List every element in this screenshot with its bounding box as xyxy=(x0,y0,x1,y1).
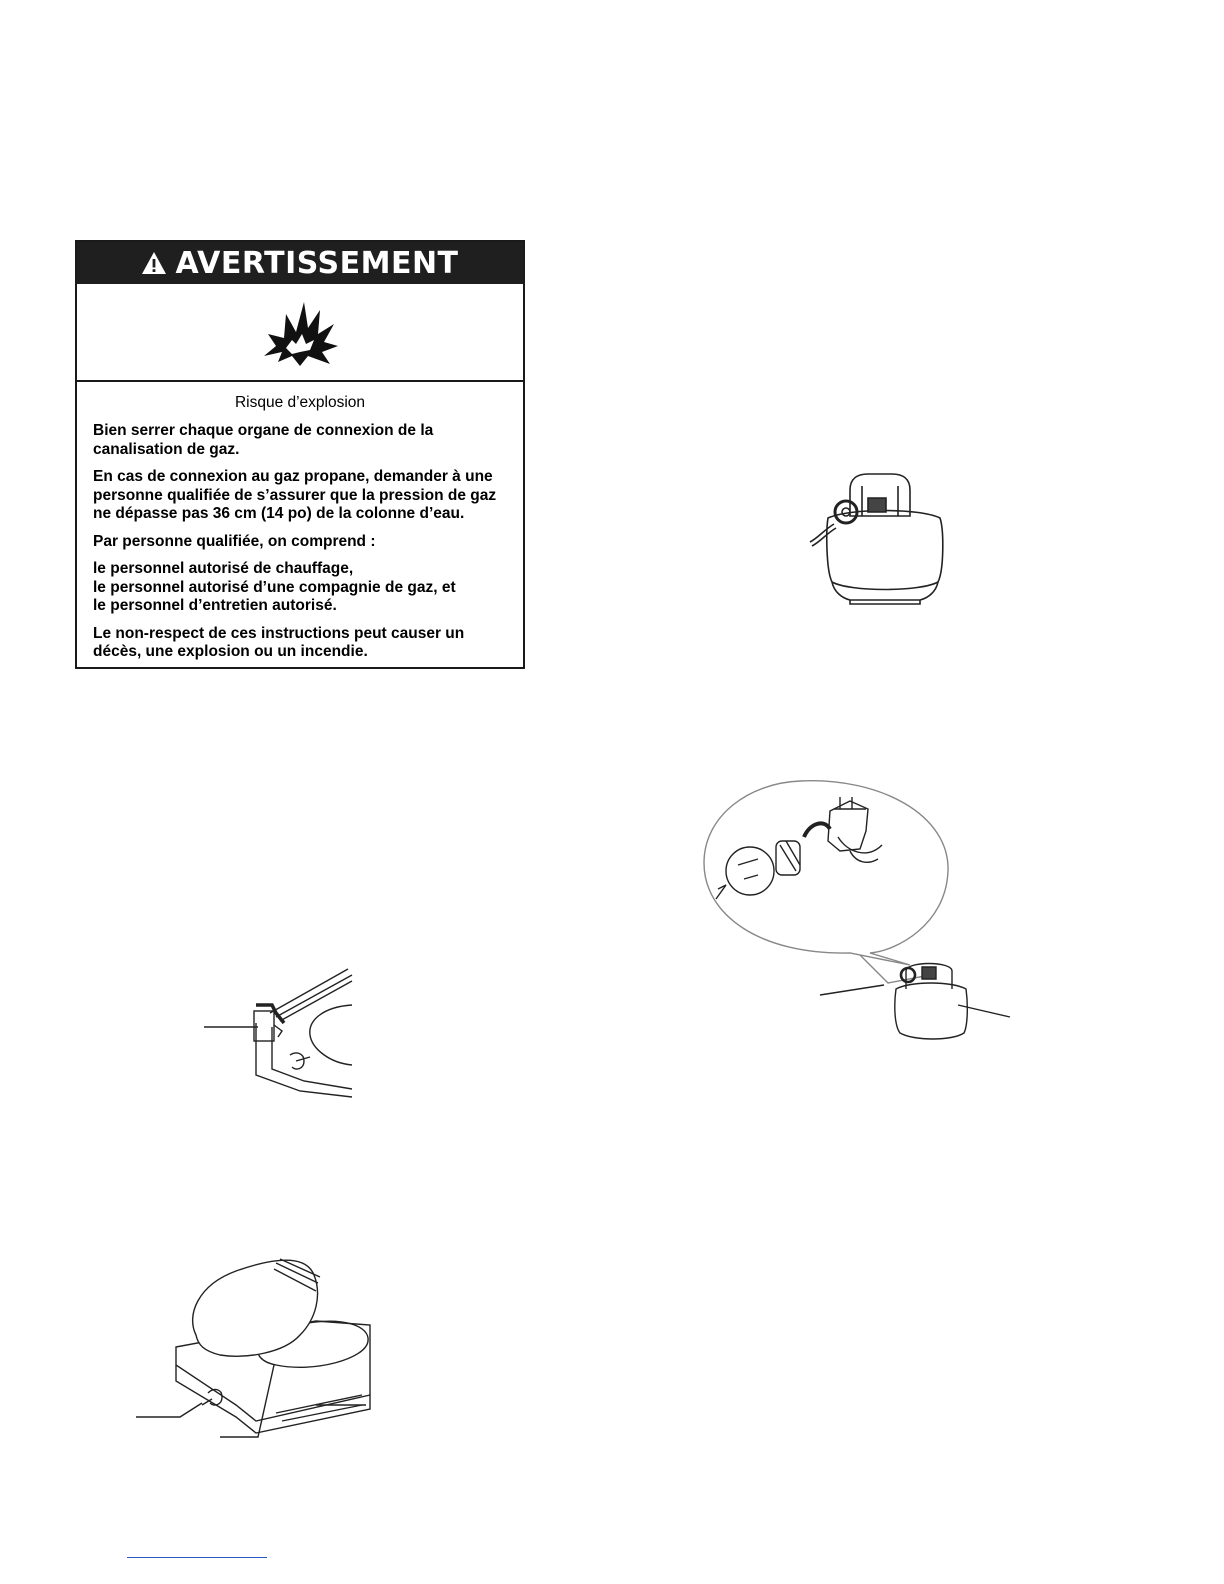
warning-heading: Risque d’explosion xyxy=(234,394,366,411)
burner-with-pot-illustration xyxy=(136,1255,376,1455)
footer-link-underline[interactable] xyxy=(127,1557,267,1558)
warning-triangle-icon xyxy=(141,251,167,275)
warning-paragraph-1: Bien serrer chaque organe de connexion de la canalisation de gaz. xyxy=(93,422,434,458)
warning-title: AVERTISSEMENT xyxy=(175,245,459,281)
warning-paragraph-2: En cas de connexion au gaz propane, demander à une personne qualifiée de s’assurer que la pression de gaz ne dépasse pas 36 cm (14 po) de la colonne d’eau. xyxy=(93,468,497,522)
burner-bracket-illustration xyxy=(200,965,370,1105)
qualified-item: le personnel autorisé de chauffage, xyxy=(93,560,354,577)
qualified-item: le personnel autorisé d’une compagnie de gaz, et xyxy=(93,578,456,596)
propane-tank-illustration xyxy=(800,470,970,610)
explosion-icon xyxy=(258,296,342,368)
warning-paragraph-3: Par personne qualifiée, on comprend : xyxy=(93,532,376,550)
warning-body xyxy=(77,382,523,662)
warning-header xyxy=(77,242,523,284)
warning-box xyxy=(75,240,525,669)
qualified-list xyxy=(93,560,507,616)
propane-tank-connection-illustration xyxy=(700,775,1020,1050)
qualified-item: le personnel d’entretien autorisé. xyxy=(93,597,337,614)
warning-closing: Le non-respect de ces instructions peut causer un décès, une explosion ou un incendie. xyxy=(93,624,465,660)
symbol-row xyxy=(77,284,523,382)
